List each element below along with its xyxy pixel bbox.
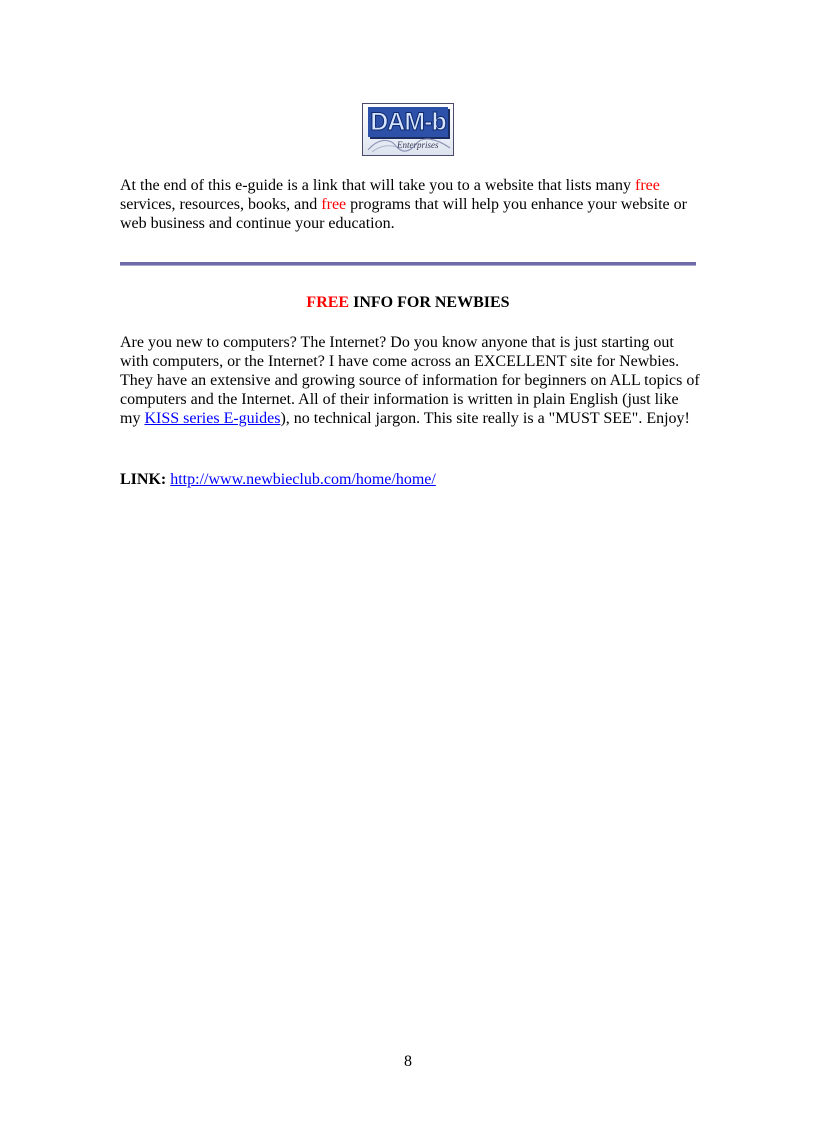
link-label: LINK:	[120, 471, 167, 488]
newbies-text-end: ), no technical jargon. This site really is a "MUST SEE". Enjoy!	[280, 410, 690, 427]
intro-text-end: programs that will help you enhance your website or web business and continue your education.	[120, 196, 687, 232]
horizontal-divider	[120, 262, 696, 266]
heading-free-word: FREE	[306, 294, 350, 311]
logo-subtitle: Enterprises	[397, 140, 439, 150]
intro-text-start: At the end of this e-guide is a link that will take you to a website that lists many	[120, 177, 636, 194]
logo-title: DAM-b	[370, 108, 446, 136]
page-number: 8	[404, 1053, 412, 1070]
intro-text-middle: services, resources, books, and	[120, 196, 322, 213]
newbies-paragraph	[120, 333, 700, 428]
dam-b-logo	[362, 103, 454, 156]
heading-rest: INFO FOR NEWBIES	[349, 294, 510, 311]
newbies-text-start: Are you new to computers? The Internet? Do you know anyone that is just starting out with computers, or the Internet? I have come across an EXCELLENT site for Newbies. They have an extensive and growing source of information for beginners on ALL topics of computers and the Internet. All of their information is written in plain English (just like my	[120, 334, 700, 427]
free-highlight: free	[635, 177, 660, 194]
free-highlight: free	[321, 196, 347, 213]
newbieclub-link[interactable]: http://www.newbieclub.com/home/home/	[170, 471, 436, 488]
link-line	[120, 470, 700, 489]
section-heading	[0, 293, 816, 312]
intro-paragraph	[120, 176, 700, 233]
kiss-series-link[interactable]: KISS series E-guides	[144, 410, 281, 427]
